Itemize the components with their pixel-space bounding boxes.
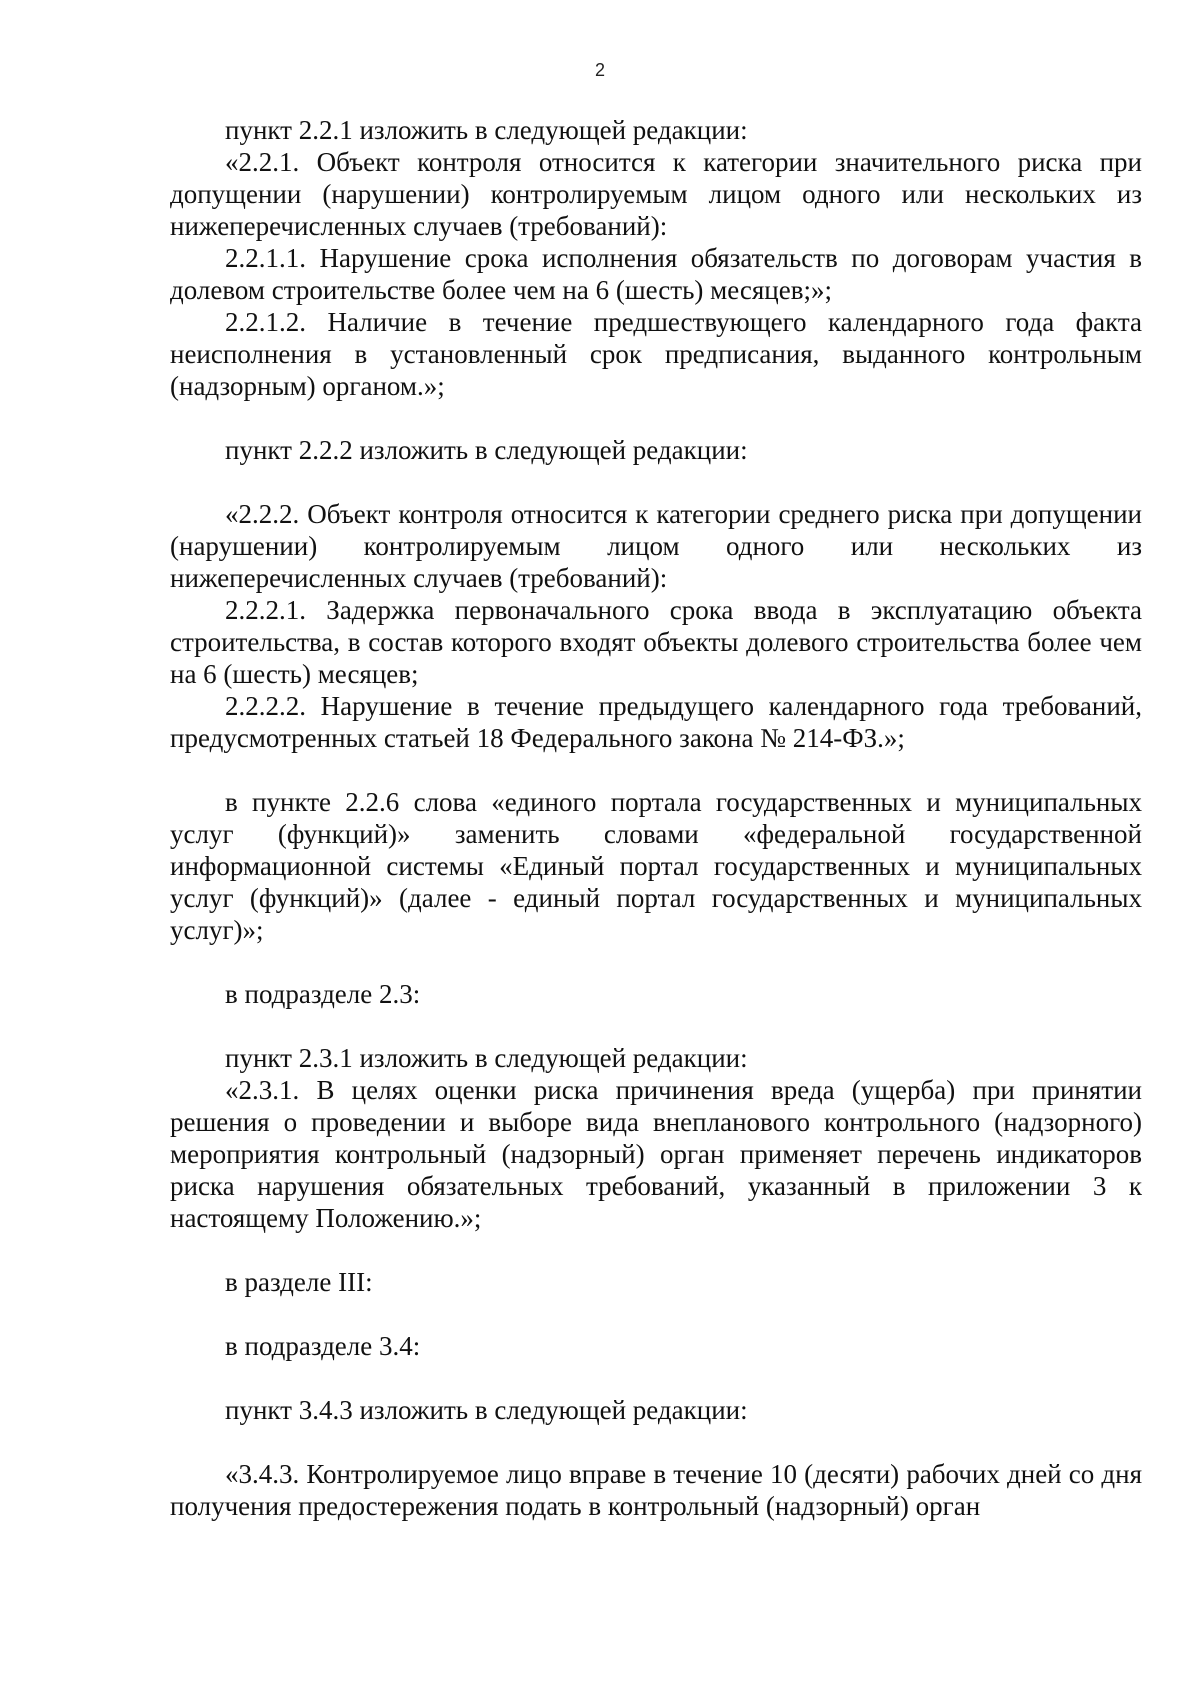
spacer (170, 466, 1142, 498)
paragraph-2-2-1-1: 2.2.1.1. Нарушение срока исполнения обязательств по договорам участия в долевом строительстве более чем на 6 (шесть) месяцев;»; (170, 243, 1142, 305)
paragraph-2-2-1-intro: пункт 2.2.1 изложить в следующей редакции: (225, 115, 748, 145)
spacer (170, 946, 1142, 978)
document-body (170, 114, 1142, 1522)
paragraph-3-4-3: «3.4.3. Контролируемое лицо вправе в течение 10 (десяти) рабочих дней со дня получения предостережения подать в контрольный (надзорный) орган (170, 1459, 1142, 1521)
spacer (170, 1362, 1142, 1394)
paragraph-subsection-3-4: в подразделе 3.4: (225, 1331, 421, 1361)
paragraph-2-2-2-2: 2.2.2.2. Нарушение в течение предыдущего календарного года требований, предусмотренных статьей 18 Федерального закона № 214-ФЗ.»; (170, 691, 1142, 753)
paragraph-2-2-2-intro: пункт 2.2.2 изложить в следующей редакции: (225, 435, 748, 465)
paragraph-2-2-2: «2.2.2. Объект контроля относится к категории среднего риска при допущении (нарушении) контролируемым лицом одного или нескольких из нижеперечисленных случаев (требований): (170, 499, 1142, 593)
spacer (170, 1010, 1142, 1042)
spacer (170, 402, 1142, 434)
paragraph-2-2-1: «2.2.1. Объект контроля относится к категории значительного риска при допущении (нарушении) контролируемым лицом одного или нескольких из нижеперечисленных случаев (требований): (170, 147, 1142, 241)
paragraph-2-3-1-intro: пункт 2.3.1 изложить в следующей редакции: (225, 1043, 748, 1073)
page-number: 2 (594, 60, 605, 80)
paragraph-2-2-2-1: 2.2.2.1. Задержка первоначального срока ввода в эксплуатацию объекта строительства, в состав которого входят объекты долевого строительства более чем на 6 (шесть) месяцев; (170, 595, 1142, 689)
spacer (170, 754, 1142, 786)
paragraph-3-4-3-intro: пункт 3.4.3 изложить в следующей редакции: (225, 1395, 748, 1425)
spacer (170, 1298, 1142, 1330)
paragraph-subsection-2-3: в подразделе 2.3: (225, 979, 421, 1009)
paragraph-2-2-6-amendment: в пункте 2.2.6 слова «единого портала государственных и муниципальных услуг (функций)» заменить словами «федеральной государственной информационной системы «Единый портал государственных и муниципальных услуг (функций)» (далее - единый портал государственных и муниципальных услуг)»; (170, 787, 1142, 945)
paragraph-2-3-1: «2.3.1. В целях оценки риска причинения вреда (ущерба) при принятии решения о проведении и выборе вида внепланового контрольного (надзорного) мероприятия контрольный (надзорный) орган применяет перечень индикаторов риска нарушения обязательных требований, указанный в приложении 3 к настоящему Положению.»; (170, 1075, 1142, 1233)
spacer (170, 1234, 1142, 1266)
paragraph-2-2-1-2: 2.2.1.2. Наличие в течение предшествующего календарного года факта неисполнения в установленный срок предписания, выданного контрольным (надзорным) органом.»; (170, 307, 1142, 401)
spacer (170, 1426, 1142, 1458)
paragraph-section-3: в разделе III: (225, 1267, 373, 1297)
